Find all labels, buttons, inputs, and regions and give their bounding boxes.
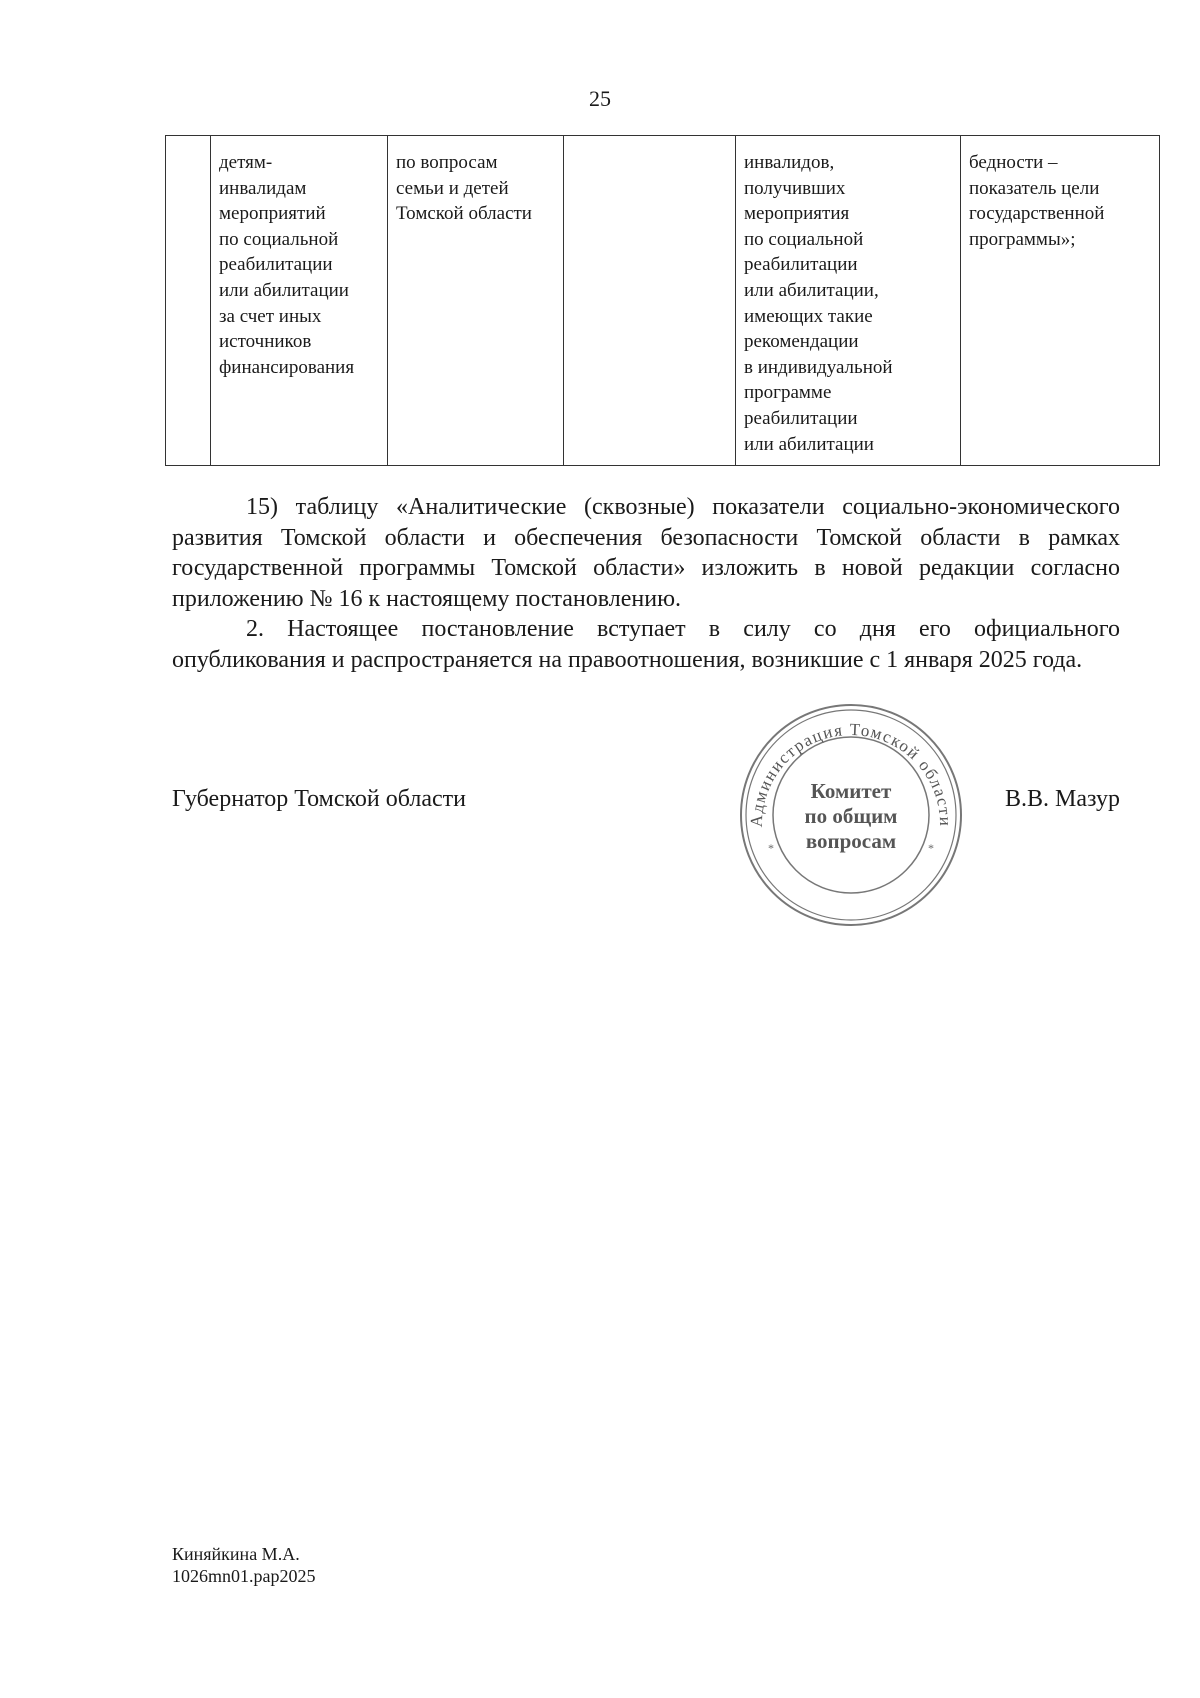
signatory-position: Губернатор Томской области — [172, 786, 466, 812]
stamp-line-1: Комитет — [810, 779, 892, 803]
stamp-line-2: по общим — [804, 804, 898, 828]
table-cell-empty — [564, 136, 736, 466]
table-cell-event: детям- инвалидам мероприятий по социальной реабилитации или абилитации за счет иных источников финансирования — [211, 136, 388, 466]
paragraph-item-15: 15) таблицу «Аналитические (сквозные) показатели социально-экономического развития Томской области и обеспечения безопасности Томской области в рамках государственной программы Томской области» изложить в новой редакции согласно приложению № 16 к настоящему постановлению. — [172, 494, 1120, 612]
table-cell-number — [166, 136, 211, 466]
footer-author: Киняйкина М.А. — [172, 1544, 300, 1564]
table-cell-responsible: по вопросам семьи и детей Томской области — [388, 136, 564, 466]
page-number: 25 — [589, 86, 611, 111]
stamp-line-3: вопросам — [805, 829, 897, 853]
svg-text:*: * — [928, 841, 934, 855]
signatory-name: В.В. Мазур — [1005, 786, 1120, 812]
continuation-table — [165, 135, 1160, 466]
table-cell-indicator: инвалидов, получивших мероприятия по социальной реабилитации или абилитации, имеющих такие рекомендации в индивидуальной программе реабилитации или абилитации — [736, 136, 961, 466]
footer — [172, 1543, 316, 1587]
stamp-ring-text: Администрация Томской области — [746, 719, 956, 828]
official-stamp — [738, 702, 964, 928]
footer-file-ref: 1026mn01.pap2025 — [172, 1566, 316, 1586]
table-cell-goal: бедности – показатель цели государственной программы»; — [961, 136, 1160, 466]
document-body — [172, 492, 1120, 675]
paragraph-item-2: 2. Настоящее постановление вступает в силу со дня его официального опубликования и распространяется на правоотношения, возникшие с 1 января 2025 года. — [172, 616, 1120, 673]
table-row — [166, 136, 1160, 466]
svg-text:*: * — [768, 841, 774, 855]
